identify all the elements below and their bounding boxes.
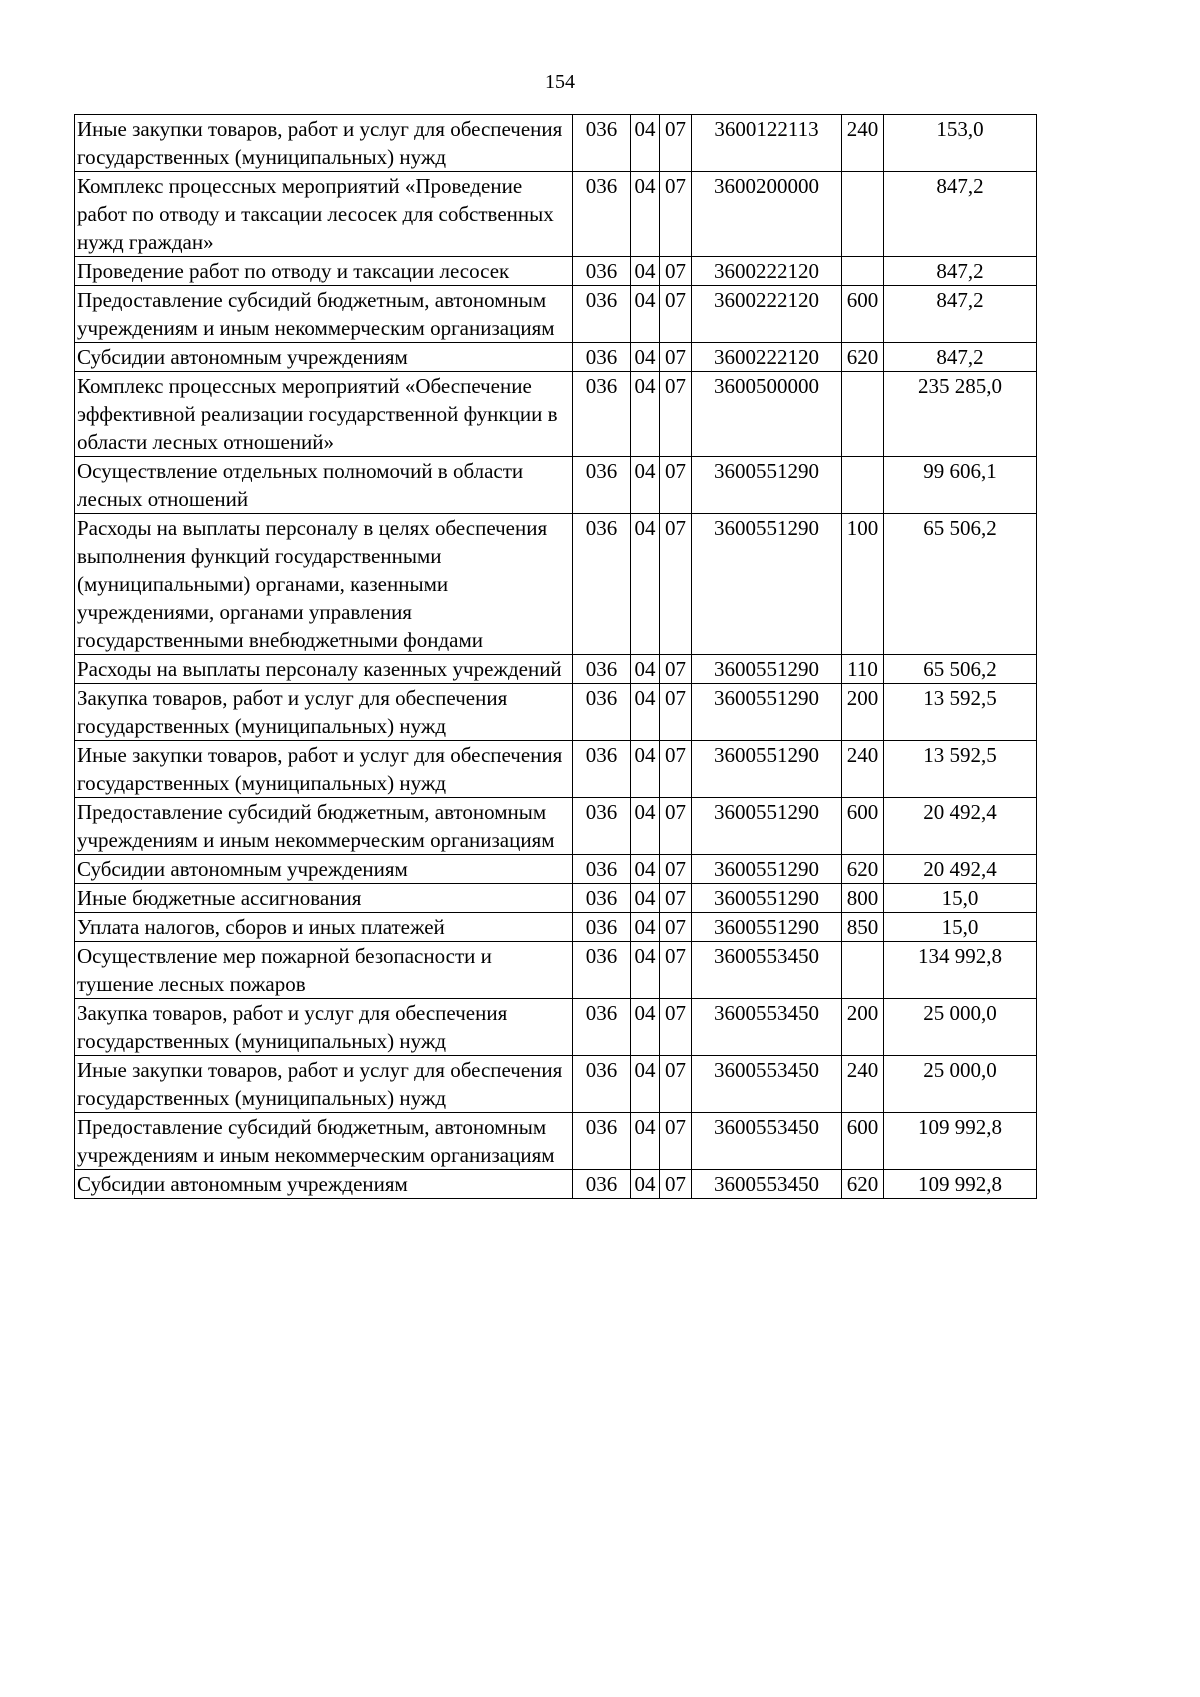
table-row [75, 942, 1037, 999]
row-gr-cell: 036 [573, 913, 631, 942]
row-name-cell: Закупка товаров, работ и услуг для обеспечения государственных (муниципальных) нужд [75, 999, 573, 1056]
budget-table [74, 114, 1037, 1199]
row-name-cell: Предоставление субсидий бюджетным, автономным учреждениям и иным некоммерческим организациям [75, 1113, 573, 1170]
row-cs-cell: 3600553450 [692, 999, 842, 1056]
row-name-cell: Уплата налогов, сборов и иных платежей [75, 913, 573, 942]
table-row [75, 684, 1037, 741]
row-sum-cell: 847,2 [884, 257, 1037, 286]
row-name-cell: Проведение работ по отводу и таксации лесосек [75, 257, 573, 286]
table-row [75, 741, 1037, 798]
row-sum-cell: 20 492,4 [884, 798, 1037, 855]
row-rz-cell: 04 [631, 514, 660, 655]
row-rz-cell: 04 [631, 655, 660, 684]
row-gr-cell: 036 [573, 457, 631, 514]
row-pr-cell: 07 [660, 655, 692, 684]
row-vr-cell [842, 372, 884, 457]
row-cs-cell: 3600551290 [692, 655, 842, 684]
row-cs-cell: 3600553450 [692, 1056, 842, 1113]
row-cs-cell: 3600551290 [692, 913, 842, 942]
row-name-cell: Субсидии автономным учреждениям [75, 855, 573, 884]
table-row [75, 257, 1037, 286]
row-pr-cell: 07 [660, 286, 692, 343]
row-sum-cell: 65 506,2 [884, 514, 1037, 655]
row-gr-cell: 036 [573, 798, 631, 855]
row-gr-cell: 036 [573, 286, 631, 343]
row-pr-cell: 07 [660, 172, 692, 257]
row-rz-cell: 04 [631, 942, 660, 999]
row-rz-cell: 04 [631, 855, 660, 884]
row-name-cell: Иные закупки товаров, работ и услуг для обеспечения государственных (муниципальных) нужд [75, 1056, 573, 1113]
row-name-cell: Предоставление субсидий бюджетным, автономным учреждениям и иным некоммерческим организациям [75, 798, 573, 855]
row-vr-cell: 620 [842, 343, 884, 372]
row-gr-cell: 036 [573, 257, 631, 286]
row-sum-cell: 235 285,0 [884, 372, 1037, 457]
table-row [75, 884, 1037, 913]
table-row [75, 172, 1037, 257]
row-gr-cell: 036 [573, 884, 631, 913]
row-rz-cell: 04 [631, 684, 660, 741]
row-sum-cell: 25 000,0 [884, 1056, 1037, 1113]
row-name-cell: Субсидии автономным учреждениям [75, 343, 573, 372]
row-vr-cell: 240 [842, 1056, 884, 1113]
row-gr-cell: 036 [573, 999, 631, 1056]
table-row [75, 655, 1037, 684]
row-sum-cell: 847,2 [884, 286, 1037, 343]
row-cs-cell: 3600551290 [692, 684, 842, 741]
row-vr-cell [842, 942, 884, 999]
row-rz-cell: 04 [631, 913, 660, 942]
row-vr-cell: 200 [842, 684, 884, 741]
row-sum-cell: 153,0 [884, 115, 1037, 172]
row-gr-cell: 036 [573, 1170, 631, 1199]
row-vr-cell: 200 [842, 999, 884, 1056]
row-pr-cell: 07 [660, 884, 692, 913]
row-vr-cell: 240 [842, 741, 884, 798]
row-pr-cell: 07 [660, 798, 692, 855]
row-rz-cell: 04 [631, 1056, 660, 1113]
row-vr-cell: 600 [842, 286, 884, 343]
row-name-cell: Осуществление отдельных полномочий в области лесных отношений [75, 457, 573, 514]
row-pr-cell: 07 [660, 1170, 692, 1199]
table-row [75, 913, 1037, 942]
row-cs-cell: 3600122113 [692, 115, 842, 172]
row-vr-cell: 240 [842, 115, 884, 172]
row-pr-cell: 07 [660, 1056, 692, 1113]
row-pr-cell: 07 [660, 372, 692, 457]
row-rz-cell: 04 [631, 1113, 660, 1170]
row-rz-cell: 04 [631, 1170, 660, 1199]
row-vr-cell: 600 [842, 1113, 884, 1170]
row-pr-cell: 07 [660, 684, 692, 741]
row-gr-cell: 036 [573, 172, 631, 257]
row-vr-cell [842, 172, 884, 257]
table-row [75, 1056, 1037, 1113]
row-rz-cell: 04 [631, 372, 660, 457]
row-name-cell: Иные закупки товаров, работ и услуг для обеспечения государственных (муниципальных) нужд [75, 115, 573, 172]
row-cs-cell: 3600551290 [692, 514, 842, 655]
row-cs-cell: 3600200000 [692, 172, 842, 257]
row-gr-cell: 036 [573, 514, 631, 655]
row-sum-cell: 847,2 [884, 343, 1037, 372]
table-row [75, 1113, 1037, 1170]
row-cs-cell: 3600551290 [692, 741, 842, 798]
row-pr-cell: 07 [660, 942, 692, 999]
row-gr-cell: 036 [573, 372, 631, 457]
table-row [75, 798, 1037, 855]
row-sum-cell: 15,0 [884, 913, 1037, 942]
row-cs-cell: 3600553450 [692, 1113, 842, 1170]
row-cs-cell: 3600500000 [692, 372, 842, 457]
row-name-cell: Иные бюджетные ассигнования [75, 884, 573, 913]
page-number: 154 [545, 71, 575, 93]
row-gr-cell: 036 [573, 1056, 631, 1113]
row-sum-cell: 134 992,8 [884, 942, 1037, 999]
row-gr-cell: 036 [573, 1113, 631, 1170]
row-gr-cell: 036 [573, 942, 631, 999]
row-gr-cell: 036 [573, 115, 631, 172]
row-vr-cell: 110 [842, 655, 884, 684]
row-cs-cell: 3600551290 [692, 855, 842, 884]
row-pr-cell: 07 [660, 257, 692, 286]
row-cs-cell: 3600551290 [692, 798, 842, 855]
row-name-cell: Иные закупки товаров, работ и услуг для обеспечения государственных (муниципальных) нужд [75, 741, 573, 798]
row-gr-cell: 036 [573, 855, 631, 884]
budget-table-body [75, 115, 1037, 1199]
row-sum-cell: 99 606,1 [884, 457, 1037, 514]
row-gr-cell: 036 [573, 684, 631, 741]
row-vr-cell: 620 [842, 855, 884, 884]
row-rz-cell: 04 [631, 257, 660, 286]
row-rz-cell: 04 [631, 286, 660, 343]
row-rz-cell: 04 [631, 999, 660, 1056]
row-pr-cell: 07 [660, 913, 692, 942]
row-name-cell: Комплекс процессных мероприятий «Обеспечение эффективной реализации государственной функции в области лесных отношений» [75, 372, 573, 457]
row-rz-cell: 04 [631, 884, 660, 913]
row-pr-cell: 07 [660, 457, 692, 514]
row-vr-cell: 600 [842, 798, 884, 855]
row-cs-cell: 3600551290 [692, 457, 842, 514]
row-vr-cell [842, 457, 884, 514]
row-sum-cell: 20 492,4 [884, 855, 1037, 884]
row-vr-cell [842, 257, 884, 286]
row-rz-cell: 04 [631, 172, 660, 257]
table-row [75, 1170, 1037, 1199]
table-row [75, 999, 1037, 1056]
row-sum-cell: 15,0 [884, 884, 1037, 913]
row-sum-cell: 109 992,8 [884, 1113, 1037, 1170]
row-vr-cell: 620 [842, 1170, 884, 1199]
table-row [75, 514, 1037, 655]
table-row [75, 372, 1037, 457]
row-gr-cell: 036 [573, 741, 631, 798]
row-pr-cell: 07 [660, 855, 692, 884]
row-gr-cell: 036 [573, 343, 631, 372]
row-pr-cell: 07 [660, 999, 692, 1056]
table-row [75, 286, 1037, 343]
row-name-cell: Предоставление субсидий бюджетным, автономным учреждениям и иным некоммерческим организациям [75, 286, 573, 343]
row-rz-cell: 04 [631, 741, 660, 798]
row-name-cell: Комплекс процессных мероприятий «Проведение работ по отводу и таксации лесосек для собственных нужд граждан» [75, 172, 573, 257]
row-sum-cell: 13 592,5 [884, 684, 1037, 741]
row-sum-cell: 847,2 [884, 172, 1037, 257]
row-pr-cell: 07 [660, 514, 692, 655]
row-name-cell: Закупка товаров, работ и услуг для обеспечения государственных (муниципальных) нужд [75, 684, 573, 741]
row-vr-cell: 850 [842, 913, 884, 942]
row-pr-cell: 07 [660, 741, 692, 798]
row-rz-cell: 04 [631, 457, 660, 514]
row-cs-cell: 3600553450 [692, 942, 842, 999]
row-vr-cell: 100 [842, 514, 884, 655]
row-gr-cell: 036 [573, 655, 631, 684]
row-cs-cell: 3600222120 [692, 257, 842, 286]
row-cs-cell: 3600222120 [692, 343, 842, 372]
row-cs-cell: 3600551290 [692, 884, 842, 913]
row-sum-cell: 65 506,2 [884, 655, 1037, 684]
table-row [75, 855, 1037, 884]
row-rz-cell: 04 [631, 343, 660, 372]
row-pr-cell: 07 [660, 115, 692, 172]
table-row [75, 343, 1037, 372]
row-vr-cell: 800 [842, 884, 884, 913]
row-sum-cell: 25 000,0 [884, 999, 1037, 1056]
row-name-cell: Расходы на выплаты персоналу в целях обеспечения выполнения функций государственными (муниципальными) органами, казенными учреждениями, органами управления государственными внебюджетными фондами [75, 514, 573, 655]
row-cs-cell: 3600222120 [692, 286, 842, 343]
row-rz-cell: 04 [631, 798, 660, 855]
row-name-cell: Расходы на выплаты персоналу казенных учреждений [75, 655, 573, 684]
row-cs-cell: 3600553450 [692, 1170, 842, 1199]
row-pr-cell: 07 [660, 1113, 692, 1170]
row-name-cell: Субсидии автономным учреждениям [75, 1170, 573, 1199]
table-row [75, 457, 1037, 514]
row-sum-cell: 109 992,8 [884, 1170, 1037, 1199]
row-rz-cell: 04 [631, 115, 660, 172]
table-row [75, 115, 1037, 172]
row-name-cell: Осуществление мер пожарной безопасности и тушение лесных пожаров [75, 942, 573, 999]
row-sum-cell: 13 592,5 [884, 741, 1037, 798]
row-pr-cell: 07 [660, 343, 692, 372]
